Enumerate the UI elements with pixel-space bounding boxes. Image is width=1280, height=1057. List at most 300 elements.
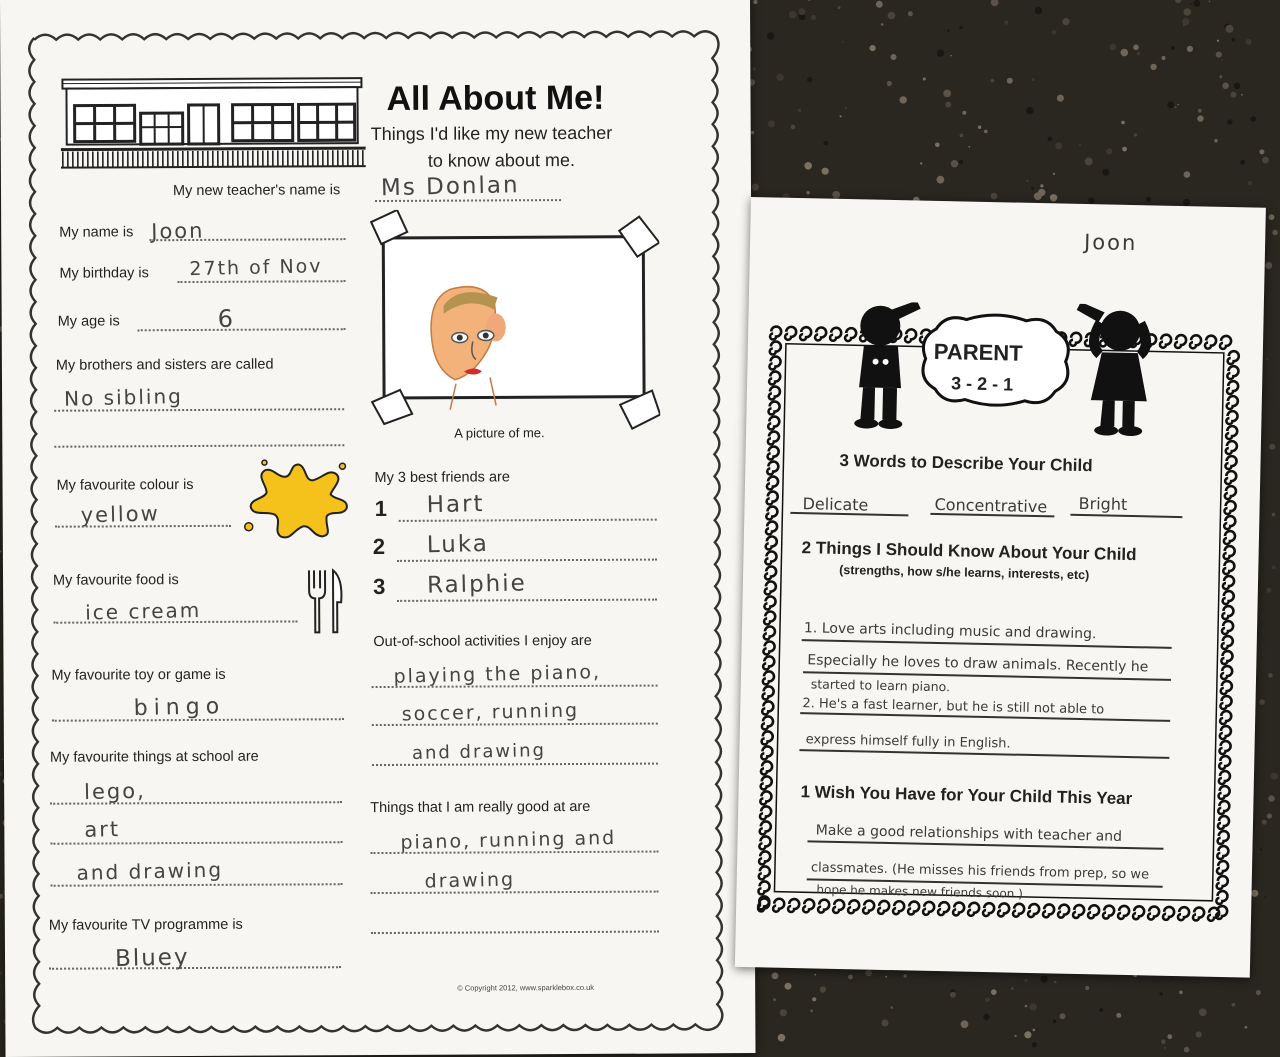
granite-speck xyxy=(870,45,876,51)
swirl-ornament xyxy=(1219,771,1230,784)
granite-speck xyxy=(991,989,997,995)
swirl-ornament xyxy=(878,901,889,914)
swirl-ornament xyxy=(1218,831,1229,844)
granite-speck xyxy=(772,972,779,979)
granite-speck xyxy=(1266,588,1271,593)
swirl-ornament xyxy=(1205,336,1216,349)
swirl-ornament xyxy=(833,900,844,913)
granite-speck xyxy=(961,1020,969,1028)
swirl-ornament xyxy=(968,903,979,916)
granite-speck xyxy=(983,1014,989,1020)
granite-speck xyxy=(1265,896,1267,898)
swirl-ornament xyxy=(1220,726,1231,739)
granite-speck xyxy=(991,79,995,83)
granite-speck xyxy=(778,1034,786,1042)
swirl-ornament xyxy=(848,900,859,913)
granite-speck xyxy=(962,111,966,115)
granite-speck xyxy=(1262,157,1269,164)
granite-speck xyxy=(1184,171,1191,178)
school-value-3: and drawing xyxy=(76,857,224,885)
granite-speck xyxy=(900,96,907,103)
friend-name-3: Ralphie xyxy=(426,570,528,599)
granite-speck xyxy=(1183,199,1190,206)
granite-speck xyxy=(1122,147,1127,152)
granite-speck xyxy=(1054,981,1057,984)
granite-speck xyxy=(1250,116,1256,122)
swirl-ornament xyxy=(770,326,781,339)
granite-speck xyxy=(920,162,922,164)
granite-speck xyxy=(887,81,892,86)
granite-speck xyxy=(752,184,759,191)
granite-speck xyxy=(1102,169,1109,176)
swirl-ornament xyxy=(983,903,994,916)
granite-speck xyxy=(840,115,842,117)
birthday-value: 27th of Nov xyxy=(189,255,323,281)
swirl-ornament xyxy=(760,806,771,819)
granite-speck xyxy=(937,49,944,56)
granite-speck xyxy=(1241,94,1243,96)
swirl-ornament xyxy=(1227,396,1238,409)
swirl-ornament xyxy=(800,327,811,340)
granite-speck xyxy=(1032,78,1035,81)
swirl-ornament xyxy=(773,899,784,912)
swirl-ornament xyxy=(1221,651,1232,664)
words-heading: 3 Words to Describe Your Child xyxy=(839,450,1093,476)
granite-speck xyxy=(1245,1026,1248,1029)
granite-speck xyxy=(937,176,945,184)
granite-speck xyxy=(968,146,970,148)
granite-speck xyxy=(1062,18,1069,25)
siblings-value: No sibling xyxy=(63,384,184,411)
granite-speck xyxy=(1146,197,1151,202)
granite-speck xyxy=(1053,1020,1057,1024)
granite-speck xyxy=(945,102,951,108)
swirl-ornament xyxy=(1073,905,1084,918)
granite-speck xyxy=(845,107,848,110)
swirl-ornament xyxy=(770,341,781,354)
swirl-ornament xyxy=(818,900,829,913)
granite-speck xyxy=(1106,148,1112,154)
swirl-ornament xyxy=(1216,891,1227,904)
swirl-ornament xyxy=(759,836,770,849)
swirl-ornament xyxy=(763,656,774,669)
swirl-ornament xyxy=(1190,335,1201,348)
granite-speck xyxy=(1116,1013,1121,1018)
granite-speck xyxy=(1268,673,1273,678)
granite-speck xyxy=(947,29,950,32)
granite-speck xyxy=(891,54,897,60)
granite-speck xyxy=(1266,358,1268,360)
granite-speck xyxy=(848,975,853,980)
swirl-ornament xyxy=(762,731,773,744)
swirl-ornament xyxy=(1178,907,1189,920)
granite-speck xyxy=(1171,46,1175,50)
swirl-ornament xyxy=(1224,516,1235,529)
granite-speck xyxy=(1085,986,1089,990)
granite-speck xyxy=(959,160,963,164)
granite-speck xyxy=(943,90,951,98)
friends-label: My 3 best friends are xyxy=(374,469,510,487)
fork-and-knife-icon xyxy=(305,568,347,636)
granite-speck xyxy=(1024,979,1027,982)
swirl-ornament xyxy=(1226,426,1237,439)
granite-speck xyxy=(991,0,999,6)
granite-speck xyxy=(1053,173,1055,175)
granite-speck xyxy=(1025,1005,1028,1008)
swirl-ornament xyxy=(1222,636,1233,649)
granite-speck xyxy=(1057,95,1064,102)
swirl-ornament xyxy=(766,506,777,519)
granite-speck xyxy=(753,67,756,70)
granite-speck xyxy=(1033,1029,1036,1032)
granite-speck xyxy=(1031,187,1034,190)
swirl-ornament xyxy=(761,776,772,789)
worksheet-subtitle-line1: Things I'd like my new teacher xyxy=(370,122,613,145)
granite-speck xyxy=(1197,115,1203,121)
granite-speck xyxy=(1265,262,1272,269)
swirl-ornament xyxy=(1219,756,1230,769)
granite-speck xyxy=(811,15,816,20)
granite-speck xyxy=(1198,109,1202,113)
swirl-ornament xyxy=(1043,904,1054,917)
swirl-ornament xyxy=(766,521,777,534)
swirl-ornament xyxy=(1216,906,1227,919)
teacher-name-value: Ms Donlan xyxy=(380,172,520,202)
granite-speck xyxy=(806,191,809,194)
activities-value-2: soccer, running xyxy=(401,699,580,726)
swirl-ornament xyxy=(1223,576,1234,589)
wish-line-1: Make a good relationships with teacher and xyxy=(815,822,1123,845)
school-building-icon xyxy=(60,76,365,173)
worksheet-title: All About Me! xyxy=(386,78,605,118)
granite-speck xyxy=(1230,92,1236,98)
granite-speck xyxy=(1269,214,1275,220)
swirl-ornament xyxy=(1223,591,1234,604)
self-portrait-frame xyxy=(369,209,660,446)
swirl-ornament xyxy=(768,446,779,459)
granite-speck xyxy=(1231,1003,1235,1007)
swirl-ornament xyxy=(759,866,770,879)
swirl-ornament xyxy=(1223,561,1234,574)
swirl-ornament xyxy=(953,902,964,915)
granite-speck xyxy=(1134,133,1137,136)
granite-speck xyxy=(935,143,940,148)
granite-speck xyxy=(1268,795,1274,801)
granite-speck xyxy=(1085,158,1093,166)
swirl-ornament xyxy=(1227,381,1238,394)
activities-value-1: playing the piano, xyxy=(393,661,602,688)
granite-speck xyxy=(812,997,816,1001)
badge-numbers: 3 - 2 - 1 xyxy=(950,373,1014,395)
granite-speck xyxy=(1259,149,1264,154)
granite-speck xyxy=(1040,184,1043,187)
granite-speck xyxy=(1182,18,1189,25)
name-label: My name is xyxy=(59,224,134,241)
granite-speck xyxy=(0,551,1,553)
swirl-ornament xyxy=(803,899,814,912)
granite-speck xyxy=(832,191,840,199)
worksheet-subtitle-line2: to know about me. xyxy=(427,149,575,171)
granite-speck xyxy=(1027,180,1029,182)
name-value: Joon xyxy=(150,218,205,244)
swirl-ornament xyxy=(1228,351,1239,364)
swirl-ornament xyxy=(815,327,826,340)
food-label: My favourite food is xyxy=(52,572,179,589)
granite-speck xyxy=(814,974,816,976)
granite-speck xyxy=(820,986,826,992)
granite-speck xyxy=(1199,1008,1207,1016)
granite-speck xyxy=(773,998,776,1001)
granite-speck xyxy=(1190,3,1192,5)
swirl-ornament xyxy=(1227,366,1238,379)
granite-speck xyxy=(1187,46,1193,52)
granite-speck xyxy=(1260,848,1262,850)
granite-speck xyxy=(1214,139,1217,142)
swirl-ornament xyxy=(1133,906,1144,919)
swirl-ornament xyxy=(761,746,772,759)
activities-label: Out-of-school activities I enjoy are xyxy=(373,632,592,651)
swirl-ornament xyxy=(923,902,934,915)
swirl-ornament xyxy=(1088,905,1099,918)
granite-speck xyxy=(951,160,958,167)
girl-silhouette-icon xyxy=(1072,304,1163,438)
swirl-ornament xyxy=(1226,441,1237,454)
activities-value-3: and drawing xyxy=(411,739,547,765)
swirl-ornament xyxy=(767,461,778,474)
swirl-ornament xyxy=(830,328,841,341)
granite-speck xyxy=(807,77,812,82)
swirl-ornament xyxy=(1222,621,1233,634)
picture-caption: A picture of me. xyxy=(454,425,545,441)
swirl-ornament xyxy=(938,902,949,915)
swirl-ornament xyxy=(759,851,770,864)
granite-speck xyxy=(888,12,896,20)
granite-speck xyxy=(1227,119,1232,124)
tv-label: My favourite TV programme is xyxy=(48,916,243,934)
granite-speck xyxy=(1030,1003,1037,1010)
swirl-ornament xyxy=(765,581,776,594)
swirl-ornament xyxy=(1217,846,1228,859)
granite-speck xyxy=(1219,75,1222,78)
swirl-ornament xyxy=(1175,335,1186,348)
granite-speck xyxy=(1034,192,1042,200)
granite-speck xyxy=(950,992,956,998)
swirl-ornament xyxy=(1225,456,1236,469)
granite-speck xyxy=(1234,83,1241,90)
granite-speck xyxy=(1193,0,1200,7)
granite-speck xyxy=(1167,102,1174,109)
swirl-ornament xyxy=(764,626,775,639)
granite-speck xyxy=(1267,813,1272,818)
granite-speck xyxy=(808,0,810,1)
granite-speck xyxy=(881,23,883,25)
granite-speck xyxy=(1216,52,1222,58)
friend-number-1: 1 xyxy=(374,495,387,522)
granite-speck xyxy=(838,6,841,9)
thing-1-line-1: 1. Love arts including music and drawing. xyxy=(803,620,1097,643)
granite-speck xyxy=(824,141,829,146)
friend-number-2: 2 xyxy=(372,533,386,560)
swirl-ornament xyxy=(764,611,775,624)
granite-speck xyxy=(842,41,844,43)
granite-speck xyxy=(1004,21,1008,25)
granite-speck xyxy=(876,1,883,8)
swirl-ornament xyxy=(758,881,769,894)
school-value-2: art xyxy=(84,817,121,842)
granite-speck xyxy=(1079,144,1081,146)
granite-speck xyxy=(1175,106,1177,108)
granite-speck xyxy=(785,983,792,990)
granite-speck xyxy=(1032,1042,1037,1047)
swirl-ornament xyxy=(763,641,774,654)
swirl-ornament xyxy=(1220,696,1231,709)
granite-speck xyxy=(991,193,998,200)
granite-speck xyxy=(1150,64,1156,70)
granite-speck xyxy=(960,134,964,138)
granite-speck xyxy=(1226,25,1234,33)
granite-speck xyxy=(1052,30,1056,34)
granite-speck xyxy=(1011,987,1014,990)
granite-speck xyxy=(1175,0,1181,3)
granite-speck xyxy=(798,109,802,113)
swirl-ornament xyxy=(1224,531,1235,544)
swirl-ornament xyxy=(765,551,776,564)
granite-speck xyxy=(804,162,812,170)
granite-speck xyxy=(777,74,784,81)
granite-speck xyxy=(1217,40,1219,42)
granite-speck xyxy=(1007,78,1013,84)
granite-speck xyxy=(1055,142,1062,149)
colour-label: My favourite colour is xyxy=(56,476,194,494)
swirl-ornament xyxy=(769,371,780,384)
parent-321-worksheet xyxy=(735,197,1266,978)
swirl-ornament xyxy=(1163,907,1174,920)
granite-speck xyxy=(1232,38,1236,42)
wish-line-2: classmates. (He misses his friends from prep, so we xyxy=(810,860,1150,883)
good-at-value-2: drawing xyxy=(424,868,516,893)
swirl-ornament xyxy=(1220,711,1231,724)
food-value: ice cream xyxy=(84,597,202,625)
granite-speck xyxy=(791,125,796,130)
swirl-ornament xyxy=(893,901,904,914)
granite-speck xyxy=(1272,565,1276,569)
granite-speck xyxy=(1167,1034,1172,1039)
granite-speck xyxy=(1024,1031,1031,1038)
teacher-name-label: My new teacher's name is xyxy=(172,182,341,200)
word-2: Concentrative xyxy=(934,494,1048,517)
swirl-ornament xyxy=(768,401,779,414)
granite-speck xyxy=(985,997,990,1002)
granite-speck xyxy=(1221,59,1223,61)
granite-speck xyxy=(984,130,988,134)
granite-speck xyxy=(1121,49,1129,57)
swirl-ornament xyxy=(1118,906,1129,919)
good-at-label: Things that I am really good at are xyxy=(370,798,591,817)
granite-speck xyxy=(1099,1008,1103,1012)
swirl-ornament xyxy=(998,903,1009,916)
granite-speck xyxy=(1048,137,1053,142)
swirl-ornament xyxy=(762,701,773,714)
swirl-ornament xyxy=(761,761,772,774)
swirl-ornament xyxy=(908,901,919,914)
granite-speck xyxy=(1137,52,1141,56)
tv-value: Bluey xyxy=(114,944,190,973)
copyright-notice: © Copyright 2012, www.sparklebox.co.uk xyxy=(457,982,595,993)
swirl-ornament xyxy=(1148,906,1159,919)
granite-speck xyxy=(1035,7,1043,15)
granite-speck xyxy=(1162,56,1166,60)
granite-speck xyxy=(753,0,757,4)
school-value-1: lego, xyxy=(83,778,147,805)
wish-line-3: hope he makes new friends soon.) xyxy=(816,882,1024,901)
swirl-ornament xyxy=(1224,546,1235,559)
swirl-ornament xyxy=(1028,904,1039,917)
granite-speck xyxy=(1050,194,1057,201)
granite-speck xyxy=(865,970,872,977)
things-subheading: (strengths, how s/he learns, interests, etc) xyxy=(839,562,1090,583)
granite-speck xyxy=(978,126,981,129)
granite-speck xyxy=(1110,44,1117,51)
granite-speck xyxy=(1272,230,1278,236)
granite-speck xyxy=(1183,24,1185,26)
granite-speck xyxy=(822,168,829,175)
granite-speck xyxy=(1161,1039,1166,1044)
granite-speck xyxy=(0,972,2,975)
granite-speck xyxy=(1209,0,1211,2)
birthday-label: My birthday is xyxy=(59,265,149,282)
granite-speck xyxy=(767,32,774,39)
granite-speck xyxy=(1041,976,1048,983)
toy-value: bingo xyxy=(133,694,226,722)
granite-speck xyxy=(1015,1035,1017,1037)
granite-speck xyxy=(1240,160,1245,165)
thing-1-line-3: started to learn piano. xyxy=(810,676,951,695)
granite-speck xyxy=(0,894,3,899)
swirl-ornament xyxy=(1218,816,1229,829)
friend-name-1: Hart xyxy=(426,490,485,519)
siblings-label: My brothers and sisters are called xyxy=(55,356,274,374)
swirl-ornament xyxy=(765,566,776,579)
age-label: My age is xyxy=(57,313,120,330)
swirl-ornament xyxy=(760,821,771,834)
granite-speck xyxy=(903,974,906,977)
swirl-ornament xyxy=(1222,606,1233,619)
swirl-ornament xyxy=(1013,904,1024,917)
swirl-ornament xyxy=(1103,906,1114,919)
granite-speck xyxy=(923,78,926,81)
granite-speck xyxy=(1026,107,1033,114)
granite-speck xyxy=(1183,8,1191,16)
granite-speck xyxy=(1179,991,1183,995)
granite-speck xyxy=(1121,121,1125,125)
swirl-ornament xyxy=(769,386,780,399)
swirl-ornament xyxy=(768,416,779,429)
granite-speck xyxy=(789,11,797,19)
age-value: 6 xyxy=(217,304,236,334)
granite-speck xyxy=(810,1009,813,1012)
swirl-ornament xyxy=(863,901,874,914)
swirl-ornament xyxy=(764,596,775,609)
swirl-ornament xyxy=(768,431,779,444)
granite-speck xyxy=(1177,104,1179,106)
toy-label: My favourite toy or game is xyxy=(51,666,226,684)
swirl-ornament xyxy=(1217,861,1228,874)
wish-heading: 1 Wish You Have for Your Child This Year xyxy=(800,782,1133,809)
granite-speck xyxy=(799,8,806,15)
granite-speck xyxy=(780,1009,787,1016)
friend-number-3: 3 xyxy=(373,573,386,600)
swirl-ornament xyxy=(1224,501,1235,514)
